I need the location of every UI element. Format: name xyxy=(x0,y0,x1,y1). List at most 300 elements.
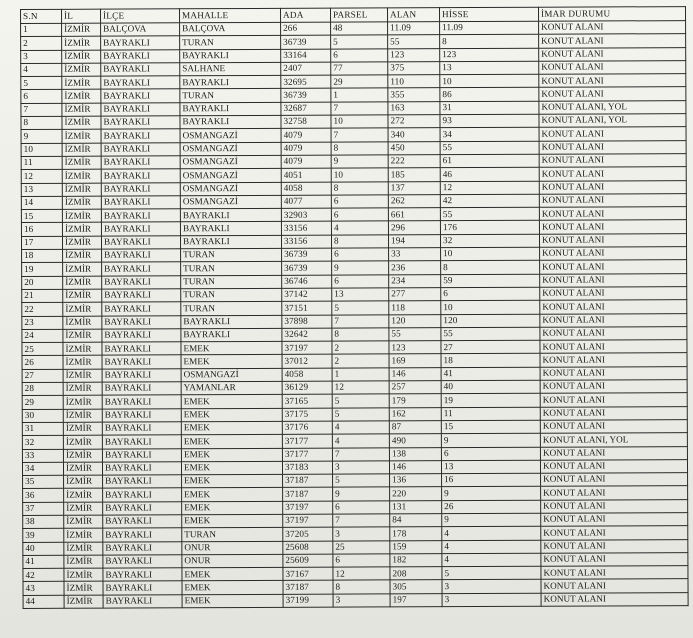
cell-hisse: 4 xyxy=(442,540,541,554)
cell-sn: 18 xyxy=(22,249,63,262)
cell-il: İZMİR xyxy=(63,262,102,275)
cell-il: İZMİR xyxy=(62,196,101,209)
cell-ilce: BAYRAKLI xyxy=(101,142,180,156)
cell-parsel: 48 xyxy=(331,22,388,36)
cell-ada: 32642 xyxy=(282,328,332,342)
cell-ada: 25608 xyxy=(283,541,333,555)
cell-il: İZMİR xyxy=(64,489,103,502)
cell-imar-durumu: KONUT ALANI xyxy=(541,552,688,566)
cell-alan: 159 xyxy=(390,540,442,554)
cell-hisse: 93 xyxy=(440,114,539,128)
cell-il: İZMİR xyxy=(62,23,101,36)
cell-il: İZMİR xyxy=(63,316,102,329)
cell-hisse: 8 xyxy=(441,261,540,275)
cell-mahalle: OSMANGAZİ xyxy=(180,182,281,196)
cell-sn: 17 xyxy=(21,236,62,249)
cell-parsel: 6 xyxy=(332,275,389,289)
cell-imar-durumu: KONUT ALANI xyxy=(540,273,687,287)
cell-hisse: 120 xyxy=(441,314,540,328)
cell-hisse: 55 xyxy=(441,327,540,341)
cell-mahalle: OSMANGAZİ xyxy=(180,195,281,209)
cell-ilce: BAYRAKLI xyxy=(102,329,181,343)
cell-imar-durumu: KONUT ALANI xyxy=(540,380,687,394)
cell-parsel: 5 xyxy=(332,301,389,315)
cell-alan: 84 xyxy=(390,514,442,528)
cell-ilce: BAYRAKLI xyxy=(101,196,180,210)
cell-parsel: 6 xyxy=(333,501,390,515)
cell-mahalle: EMEK xyxy=(182,488,283,502)
cell-hisse: 176 xyxy=(440,221,539,235)
cell-sn: 1 xyxy=(21,23,62,36)
cell-parsel: 7 xyxy=(332,447,389,461)
cell-ada: 37197 xyxy=(283,514,333,528)
cell-ilce: BAYRAKLI xyxy=(102,422,181,436)
cell-hisse: 13 xyxy=(440,61,539,75)
cell-ada: 4058 xyxy=(282,368,332,382)
cell-hisse: 10 xyxy=(441,247,540,261)
cell-hisse: 27 xyxy=(441,340,540,354)
cell-sn: 34 xyxy=(22,462,63,475)
cell-ilce: BAYRAKLI xyxy=(102,302,181,316)
header-mahalle: MAHALLE xyxy=(180,8,281,22)
cell-ilce: BAYRAKLI xyxy=(101,76,180,90)
cell-ada: 33156 xyxy=(281,222,331,236)
cell-hisse: 19 xyxy=(441,394,540,408)
cell-hisse: 4 xyxy=(442,553,541,567)
cell-hisse: 5 xyxy=(442,566,541,580)
cell-alan: 87 xyxy=(389,421,441,435)
cell-alan: 11.09 xyxy=(388,22,440,36)
cell-alan: 222 xyxy=(388,155,440,169)
cell-imar-durumu: KONUT ALANI xyxy=(540,287,687,301)
cell-alan: 33 xyxy=(389,248,441,262)
cell-alan: 208 xyxy=(390,567,442,581)
cell-parsel: 5 xyxy=(331,35,388,49)
cell-parsel: 6 xyxy=(331,195,388,209)
cell-il: İZMİR xyxy=(63,435,102,448)
cell-il: İZMİR xyxy=(62,169,101,182)
cell-sn: 6 xyxy=(21,90,62,103)
cell-il: İZMİR xyxy=(64,542,103,555)
cell-hisse: 8 xyxy=(440,35,539,49)
cell-ada: 37151 xyxy=(282,301,332,315)
cell-parsel: 6 xyxy=(331,208,388,222)
cell-il: İZMİR xyxy=(63,356,102,369)
cell-ilce: BAYRAKLI xyxy=(101,116,180,130)
cell-ada: 37177 xyxy=(282,434,332,448)
cell-parsel: 29 xyxy=(331,75,388,89)
cell-il: İZMİR xyxy=(62,36,101,49)
cell-sn: 5 xyxy=(21,77,62,90)
cell-mahalle: EMEK xyxy=(181,461,282,475)
cell-hisse: 3 xyxy=(442,580,541,594)
cell-alan: 355 xyxy=(388,88,440,102)
header-sn: S.N xyxy=(21,9,62,23)
cell-ada: 4058 xyxy=(281,182,331,196)
cell-parsel: 6 xyxy=(332,248,389,262)
cell-hisse: 6 xyxy=(441,287,540,301)
cell-ilce: BAYRAKLI xyxy=(101,63,180,77)
cell-alan: 131 xyxy=(390,500,442,514)
cell-ada: 36739 xyxy=(281,35,331,49)
cell-ada: 4077 xyxy=(281,195,331,209)
cell-imar-durumu: KONUT ALANI xyxy=(541,486,688,500)
cell-parsel: 8 xyxy=(331,181,388,195)
cell-sn: 31 xyxy=(22,422,63,435)
cell-mahalle: SALHANE xyxy=(180,62,281,76)
cell-ilce: BAYRAKLI xyxy=(102,408,181,422)
cell-ilce: BAYRAKLI xyxy=(103,568,182,582)
cell-alan: 661 xyxy=(388,208,440,222)
cell-alan: 162 xyxy=(389,407,441,421)
cell-hisse: 46 xyxy=(440,168,539,182)
cell-il: İZMİR xyxy=(62,236,101,249)
cell-imar-durumu: KONUT ALANI xyxy=(539,74,686,88)
cell-hisse: 61 xyxy=(440,154,539,168)
cell-ada: 37898 xyxy=(282,315,332,329)
cell-il: İZMİR xyxy=(63,395,102,408)
cell-sn: 37 xyxy=(23,502,64,515)
cell-alan: 178 xyxy=(390,527,442,541)
cell-ada: 37142 xyxy=(282,288,332,302)
cell-sn: 32 xyxy=(22,436,63,449)
cell-sn: 33 xyxy=(22,449,63,462)
cell-il: İZMİR xyxy=(62,76,101,89)
cell-sn: 19 xyxy=(22,263,63,276)
cell-ilce: BAYRAKLI xyxy=(101,182,180,196)
cell-parsel: 8 xyxy=(331,142,388,156)
cell-imar-durumu: KONUT ALANI xyxy=(540,300,687,314)
cell-il: İZMİR xyxy=(63,409,102,422)
cell-alan: 55 xyxy=(388,35,440,49)
cell-imar-durumu: KONUT ALANI xyxy=(540,247,687,261)
cell-parsel: 4 xyxy=(331,221,388,235)
cell-mahalle: BALÇOVA xyxy=(180,22,281,36)
cell-imar-durumu: KONUT ALANI xyxy=(540,326,687,340)
cell-sn: 4 xyxy=(21,63,62,76)
cell-sn: 16 xyxy=(21,223,62,236)
cell-ada: 37177 xyxy=(282,448,332,462)
cell-alan: 182 xyxy=(390,554,442,568)
cell-ada: 37187 xyxy=(283,581,333,595)
cell-ilce: BAYRAKLI xyxy=(103,501,182,515)
header-alan: ALAN xyxy=(387,8,439,22)
cell-ada: 2407 xyxy=(281,62,331,76)
cell-sn: 25 xyxy=(22,342,63,355)
cell-ilce: BAYRAKLI xyxy=(102,262,181,276)
cell-ada: 37167 xyxy=(283,567,333,581)
cell-parsel: 77 xyxy=(331,62,388,76)
cell-parsel: 10 xyxy=(331,115,388,129)
cell-imar-durumu: KONUT ALANI, YOL xyxy=(539,114,686,128)
cell-mahalle: BAYRAKLI xyxy=(180,115,281,129)
cell-alan: 120 xyxy=(389,314,441,328)
cell-il: İZMİR xyxy=(64,528,103,541)
cell-imar-durumu: KONUT ALANI xyxy=(541,592,688,606)
cell-ada: 37199 xyxy=(283,594,333,608)
cell-ada: 37197 xyxy=(283,501,333,515)
cell-mahalle: OSMANGAZİ xyxy=(180,129,281,143)
cell-ilce: BAYRAKLI xyxy=(102,275,181,289)
cell-mahalle: EMEK xyxy=(182,594,283,608)
cell-sn: 22 xyxy=(22,303,63,316)
cell-parsel: 12 xyxy=(332,381,389,395)
cell-imar-durumu: KONUT ALANI xyxy=(539,167,686,181)
cell-ilce: BAYRAKLI xyxy=(103,555,182,569)
cell-parsel: 8 xyxy=(332,328,389,342)
cell-imar-durumu: KONUT ALANI xyxy=(539,193,686,207)
cell-sn: 15 xyxy=(21,209,62,222)
cell-ilce: BAYRAKLI xyxy=(103,515,182,529)
cell-hisse: 31 xyxy=(440,101,539,115)
cell-mahalle: BAYRAKLI xyxy=(181,315,282,329)
cell-hisse: 9 xyxy=(441,433,540,447)
cell-il: İZMİR xyxy=(63,342,102,355)
cell-imar-durumu: KONUT ALANI xyxy=(541,499,688,513)
cell-imar-durumu: KONUT ALANI xyxy=(539,207,686,221)
cell-hisse: 3 xyxy=(442,593,541,607)
cell-sn: 28 xyxy=(22,382,63,395)
cell-hisse: 123 xyxy=(440,48,539,62)
cell-ilce: BAYRAKLI xyxy=(101,103,180,117)
cell-imar-durumu: KONUT ALANI xyxy=(541,566,688,580)
cell-ilce: BAYRAKLI xyxy=(102,395,181,409)
cell-il: İZMİR xyxy=(64,595,103,608)
cell-mahalle: TURAN xyxy=(181,275,282,289)
cell-sn: 24 xyxy=(22,329,63,342)
cell-hisse: 9 xyxy=(442,513,541,527)
cell-sn: 27 xyxy=(22,369,63,382)
cell-imar-durumu: KONUT ALANI xyxy=(540,366,687,380)
cell-imar-durumu: KONUT ALANI xyxy=(539,140,686,154)
header-ilce: İLÇE xyxy=(101,9,180,23)
cell-sn: 30 xyxy=(22,409,63,422)
cell-mahalle: ONUR xyxy=(182,541,283,555)
cell-sn: 7 xyxy=(21,103,62,116)
cell-mahalle: BAYRAKLI xyxy=(180,209,281,223)
cell-ilce: BAYRAKLI xyxy=(101,36,180,50)
cell-il: İZMİR xyxy=(62,50,101,63)
cell-imar-durumu: KONUT ALANI xyxy=(540,260,687,274)
cell-ilce: BAYRAKLI xyxy=(103,595,182,609)
cell-mahalle: OSMANGAZİ xyxy=(180,169,281,183)
cell-parsel: 8 xyxy=(331,235,388,249)
cell-alan: 55 xyxy=(389,327,441,341)
cell-sn: 40 xyxy=(23,542,64,555)
cell-hisse: 11.09 xyxy=(440,21,539,35)
cell-il: İZMİR xyxy=(63,302,102,315)
cell-alan: 123 xyxy=(389,341,441,355)
cell-ada: 37175 xyxy=(282,408,332,422)
cell-parsel: 1 xyxy=(331,88,388,102)
cell-parsel: 1 xyxy=(332,368,389,382)
cell-alan: 375 xyxy=(388,62,440,76)
cell-imar-durumu: KONUT ALANI xyxy=(540,313,687,327)
cell-parsel: 2 xyxy=(332,354,389,368)
cell-hisse: 32 xyxy=(440,234,539,248)
cell-il: İZMİR xyxy=(62,90,101,103)
cell-parsel: 4 xyxy=(332,434,389,448)
cell-mahalle: EMEK xyxy=(181,341,282,355)
cell-parsel: 9 xyxy=(331,155,388,169)
cell-ilce: BALÇOVA xyxy=(101,23,180,37)
cell-hisse: 55 xyxy=(440,207,539,221)
cell-parsel: 5 xyxy=(332,408,389,422)
cell-ilce: BAYRAKLI xyxy=(102,369,181,383)
cell-alan: 234 xyxy=(389,274,441,288)
cell-mahalle: ONUR xyxy=(182,554,283,568)
cell-alan: 137 xyxy=(388,181,440,195)
cell-imar-durumu: KONUT ALANI xyxy=(540,406,687,420)
cell-ada: 37012 xyxy=(282,355,332,369)
cell-il: İZMİR xyxy=(64,568,103,581)
cell-parsel: 3 xyxy=(332,461,389,475)
cell-mahalle: EMEK xyxy=(182,474,283,488)
cell-il: İZMİR xyxy=(64,475,103,488)
cell-mahalle: OSMANGAZİ xyxy=(181,368,282,382)
cell-il: İZMİR xyxy=(62,130,101,143)
cell-imar-durumu: KONUT ALANI xyxy=(540,419,687,433)
cell-il: İZMİR xyxy=(63,329,102,342)
cell-ada: 36746 xyxy=(282,275,332,289)
cell-il: İZMİR xyxy=(62,116,101,129)
cell-ada: 37183 xyxy=(282,461,332,475)
cell-mahalle: EMEK xyxy=(182,568,283,582)
cell-imar-durumu: KONUT ALANI xyxy=(539,60,686,74)
cell-alan: 185 xyxy=(388,168,440,182)
cell-mahalle: BAYRAKLI xyxy=(180,49,281,63)
cell-il: İZMİR xyxy=(62,143,101,156)
cell-sn: 9 xyxy=(21,130,62,143)
cell-alan: 163 xyxy=(388,101,440,115)
cell-imar-durumu: KONUT ALANI xyxy=(540,340,687,354)
cell-mahalle: TURAN xyxy=(180,89,281,103)
cell-il: İZMİR xyxy=(63,422,102,435)
header-il: İL xyxy=(62,9,101,23)
cell-parsel: 5 xyxy=(332,394,389,408)
cell-ada: 4079 xyxy=(281,142,331,156)
cell-il: İZMİR xyxy=(64,582,103,595)
cell-mahalle: EMEK xyxy=(181,421,282,435)
cell-sn: 2 xyxy=(21,37,62,50)
cell-parsel: 6 xyxy=(331,48,388,62)
cell-mahalle: TURAN xyxy=(181,302,282,316)
cell-alan: 146 xyxy=(389,460,441,474)
cell-alan: 262 xyxy=(388,195,440,209)
cell-sn: 14 xyxy=(21,196,62,209)
cell-il: İZMİR xyxy=(62,63,101,76)
cell-sn: 43 xyxy=(23,582,64,595)
cell-ilce: BAYRAKLI xyxy=(102,315,181,329)
cell-sn: 11 xyxy=(21,156,62,169)
cell-sn: 12 xyxy=(21,170,62,183)
cell-sn: 39 xyxy=(23,529,64,542)
cell-ilce: BAYRAKLI xyxy=(103,475,182,489)
cell-mahalle: EMEK xyxy=(182,501,283,515)
cell-sn: 20 xyxy=(22,276,63,289)
cell-mahalle: BAYRAKLI xyxy=(180,222,281,236)
cell-alan: 340 xyxy=(388,128,440,142)
cell-imar-durumu: KONUT ALANI xyxy=(539,220,686,234)
cell-ilce: BAYRAKLI xyxy=(102,289,181,303)
cell-ilce: BAYRAKLI xyxy=(101,209,180,223)
cell-ada: 37176 xyxy=(282,421,332,435)
cell-imar-durumu: KONUT ALANI xyxy=(540,393,687,407)
cell-sn: 23 xyxy=(22,316,63,329)
cell-alan: 136 xyxy=(390,474,442,488)
cell-ada: 32687 xyxy=(281,102,331,116)
cell-ilce: BAYRAKLI xyxy=(102,249,181,263)
cell-imar-durumu: KONUT ALANI xyxy=(539,233,686,247)
cell-alan: 277 xyxy=(389,288,441,302)
cell-parsel: 25 xyxy=(333,540,390,554)
cell-il: İZMİR xyxy=(63,449,102,462)
cell-mahalle: BAYRAKLI xyxy=(181,328,282,342)
cell-il: İZMİR xyxy=(63,289,102,302)
cell-ilce: BAYRAKLI xyxy=(103,488,182,502)
cell-alan: 257 xyxy=(389,381,441,395)
parcel-list-table xyxy=(20,6,689,609)
header-parsel: PARSEL xyxy=(330,8,387,22)
cell-ada: 37205 xyxy=(283,527,333,541)
cell-alan: 194 xyxy=(388,234,440,248)
cell-imar-durumu: KONUT ALANI xyxy=(539,47,686,61)
cell-hisse: 10 xyxy=(440,74,539,88)
cell-alan: 179 xyxy=(389,394,441,408)
cell-parsel: 2 xyxy=(332,341,389,355)
cell-mahalle: EMEK xyxy=(181,435,282,449)
cell-ada: 33164 xyxy=(281,49,331,63)
cell-ilce: BAYRAKLI xyxy=(102,462,181,476)
cell-alan: 138 xyxy=(389,447,441,461)
cell-ada: 36129 xyxy=(282,381,332,395)
cell-il: İZMİR xyxy=(62,209,101,222)
cell-hisse: 86 xyxy=(440,88,539,102)
cell-imar-durumu: KONUT ALANI xyxy=(539,34,686,48)
cell-imar-durumu: KONUT ALANI xyxy=(539,87,686,101)
cell-hisse: 40 xyxy=(441,380,540,394)
cell-hisse: 9 xyxy=(442,487,541,501)
cell-parsel: 9 xyxy=(332,261,389,275)
cell-il: İZMİR xyxy=(64,515,103,528)
cell-ilce: BAYRAKLI xyxy=(103,541,182,555)
cell-alan: 146 xyxy=(389,367,441,381)
header-hisse: HİSSE xyxy=(439,7,538,21)
cell-mahalle: BAYRAKLI xyxy=(180,102,281,116)
cell-hisse: 55 xyxy=(440,141,539,155)
cell-sn: 3 xyxy=(21,50,62,63)
cell-alan: 197 xyxy=(390,593,442,607)
cell-il: İZMİR xyxy=(63,382,102,395)
cell-sn: 35 xyxy=(23,475,64,488)
table-body xyxy=(21,21,689,609)
cell-ilce: BAYRAKLI xyxy=(101,156,180,170)
cell-imar-durumu: KONUT ALANI xyxy=(541,539,688,553)
cell-parsel: 13 xyxy=(332,288,389,302)
cell-alan: 169 xyxy=(389,354,441,368)
cell-alan: 305 xyxy=(390,580,442,594)
cell-mahalle: TURAN xyxy=(181,262,282,276)
cell-mahalle: EMEK xyxy=(181,395,282,409)
cell-hisse: 6 xyxy=(441,447,540,461)
cell-ada: 37197 xyxy=(282,341,332,355)
cell-alan: 272 xyxy=(388,115,440,129)
cell-ada: 266 xyxy=(281,22,331,36)
header-ada: ADA xyxy=(280,8,330,22)
cell-mahalle: TURAN xyxy=(181,288,282,302)
cell-alan: 220 xyxy=(390,487,442,501)
cell-imar-durumu: KONUT ALANI xyxy=(541,526,688,540)
